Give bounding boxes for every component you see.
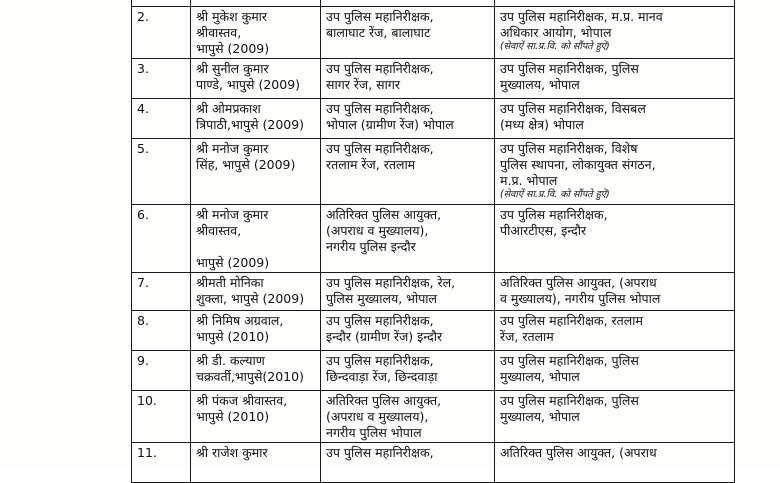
new-posting-line: मुख्यालय, भोपाल [500,409,580,424]
officer-name-line [196,239,315,255]
officer-name-line: श्री पंकज श्रीवास्तव, [196,393,288,408]
current-posting-cell [321,7,495,59]
current-posting-line: उप पुलिस महानिरीक्षक, [326,61,434,76]
officer-name-cell [191,311,321,351]
current-posting-line [326,0,489,5]
current-posting-line: अतिरिक्त पुलिस आयुक्त, [326,393,442,408]
current-posting-line: (अपराध व मुख्यालय), [326,409,429,424]
table-row [132,311,735,351]
officer-name-cell [191,391,321,443]
new-posting-cell [495,99,735,139]
officer-name-line: श्रीवास्तव, [196,223,242,238]
officer-name-line [196,0,315,5]
new-posting-line: अधिकार आयोग, भोपाल [500,25,612,40]
officer-name-cell [191,59,321,99]
new-posting-line: उप पुलिस महानिरीक्षक, रतलाम [500,313,643,328]
serial-number-cell [132,391,191,443]
serial-number-cell [132,7,191,59]
officer-name-cell [191,273,321,311]
serial-number: 11. [137,445,157,460]
officer-name-cell [191,443,321,483]
officer-name-line: त्रिपाठी,भापुसे (2009) [196,117,305,132]
serial-number: 6. [137,207,149,222]
new-posting-line: उप पुलिस महानिरीक्षक, [500,207,608,222]
current-posting-cell [321,443,495,483]
new-posting-line [500,0,729,5]
table-row [132,59,735,99]
current-posting-line: उप पुलिस महानिरीक्षक, [326,9,434,24]
current-posting-line: सागर रेंज, सागर [326,77,400,92]
serial-number-cell [132,205,191,273]
serial-number: 5. [137,141,149,156]
officer-name-line: श्री मनोज कुमार [196,207,269,222]
officer-name-line: भापुसे (2009) [196,41,270,56]
transfer-order-table [131,0,735,483]
officer-name-line: पाण्डे, भापुसे (2009) [196,77,301,92]
officer-name-cell [191,139,321,205]
serial-number-cell [132,139,191,205]
current-posting-line: छिन्दवाड़ा रेंज, छिन्दवाड़ा [326,369,438,384]
table-row [132,205,735,273]
service-note: (सेवाऐं सा.प्र.वि. को सौंपते हुऐ) [500,189,610,200]
new-posting-line: रेंज, रतलाम [500,329,554,344]
current-posting-cell [321,351,495,391]
current-posting-line: उप पुलिस महानिरीक्षक, [326,353,434,368]
current-posting-line: रतलाम रेंज, रतलाम [326,157,416,172]
current-posting-line: (अपराध व मुख्यालय), [326,223,429,238]
current-posting-cell [321,391,495,443]
serial-number-cell [132,273,191,311]
serial-number-cell [132,351,191,391]
new-posting-cell [495,391,735,443]
current-posting-cell [321,139,495,205]
serial-number-cell [132,99,191,139]
table-row [132,273,735,311]
officer-name-line: श्री सुनील कुमार [196,61,269,76]
new-posting-cell [495,7,735,59]
serial-number: 4. [137,101,149,116]
new-posting-line: उप पुलिस महानिरीक्षक, पुलिस [500,61,639,76]
current-posting-line: उप पुलिस महानिरीक्षक, [326,313,434,328]
serial-number: 2. [137,9,149,24]
current-posting-line: भोपाल (ग्रामीण रेंज) भोपाल [326,117,454,132]
officer-name-line: भापुसे (2009) [196,255,270,270]
serial-number: 8. [137,313,149,328]
current-posting-cell [321,59,495,99]
new-posting-line: उप पुलिस महानिरीक्षक, म.प्र. मानव [500,9,663,24]
officer-name-line: श्री मुकेश कुमार [196,9,268,24]
current-posting-cell [321,273,495,311]
officer-name-cell [191,7,321,59]
table-body [132,0,735,483]
new-posting-cell [495,59,735,99]
new-posting-line: मुख्यालय, भोपाल [500,77,580,92]
new-posting-line: म.प्र. भोपाल [500,173,558,188]
new-posting-line: पीआरटीएस, इन्दौर [500,223,587,238]
service-note: (सेवाऐं सा.प्र.वि. को सौंपते हुऐ) [500,41,610,52]
current-posting-line: उप पुलिस महानिरीक्षक, [326,141,434,156]
new-posting-line: अतिरिक्त पुलिस आयुक्त, (अपराध [500,445,657,460]
new-posting-line: (मध्य क्षेत्र) भोपाल [500,117,584,132]
table-row [132,139,735,205]
officer-name-line: श्रीवास्तव, [196,25,242,40]
new-posting-cell [495,205,735,273]
officer-name-line: सिंह, भापुसे (2009) [196,157,296,172]
officer-name-cell [191,99,321,139]
officer-name-line: भापुसे (2010) [196,409,270,424]
new-posting-line: पुलिस स्थापना, लोकायुक्त संगठन, [500,157,656,172]
new-posting-line: अतिरिक्त पुलिस आयुक्त, (अपराध [500,275,657,290]
new-posting-cell [495,139,735,205]
officer-name-cell [191,205,321,273]
officer-name-cell [191,351,321,391]
table-row [132,99,735,139]
new-posting-line: उप पुलिस महानिरीक्षक, पुलिस [500,353,639,368]
new-posting-cell [495,273,735,311]
new-posting-line: मुख्यालय, भोपाल [500,369,580,384]
current-posting-line: नगरीय पुलिस भोपाल [326,425,422,440]
current-posting-cell [321,205,495,273]
serial-number-cell [132,443,191,483]
serial-number: 3. [137,61,149,76]
new-posting-line: उप पुलिस महानिरीक्षक, विशेष [500,141,638,156]
officer-name-line: भापुसे (2010) [196,329,270,344]
new-posting-cell [495,443,735,483]
current-posting-line: इन्दौर (ग्रामीण रेंज) इन्दौर [326,329,443,344]
current-posting-line: उप पुलिस महानिरीक्षक, [326,445,434,460]
serial-number-cell [132,311,191,351]
serial-number: 7. [137,275,149,290]
serial-number: 10. [137,393,157,408]
serial-number: 9. [137,353,149,368]
current-posting-line: नगरीय पुलिस इन्दौर [326,239,416,254]
table-row [132,443,735,483]
new-posting-line: उप पुलिस महानिरीक्षक, विसबल [500,101,646,116]
table-row [132,7,735,59]
officer-name-line: श्रीमती मोनिका [196,275,264,290]
table-row [132,391,735,443]
table-row [132,351,735,391]
new-posting-cell [495,351,735,391]
current-posting-line: बालाघाट रेंज, बालाघाट [326,25,431,40]
current-posting-line: पुलिस मुख्यालय, भोपाल [326,291,438,306]
current-posting-line: उप पुलिस महानिरीक्षक, [326,101,434,116]
current-posting-line: अतिरिक्त पुलिस आयुक्त, [326,207,442,222]
officer-name-line: चक्रवर्ती,भापुसे(2010) [196,369,304,384]
officer-name-line: श्री निमिष अग्रवाल, [196,313,284,328]
current-posting-cell [321,311,495,351]
officer-name-line: श्री राजेश कुमार [196,445,268,460]
current-posting-cell [321,99,495,139]
officer-name-line: श्री मनोज कुमार [196,141,269,156]
new-posting-line: व मुख्यालय), नगरीय पुलिस भोपाल [500,291,661,306]
officer-name-line: श्री डी. कल्याण [196,353,265,368]
new-posting-cell [495,311,735,351]
new-posting-line: उप पुलिस महानिरीक्षक, पुलिस [500,393,639,408]
serial-number-cell [132,59,191,99]
officer-name-line: शुक्ला, भापुसे (2009) [196,291,305,306]
officer-name-line: श्री ओमप्रकाश [196,101,261,116]
current-posting-line: उप पुलिस महानिरीक्षक, रेल, [326,275,456,290]
